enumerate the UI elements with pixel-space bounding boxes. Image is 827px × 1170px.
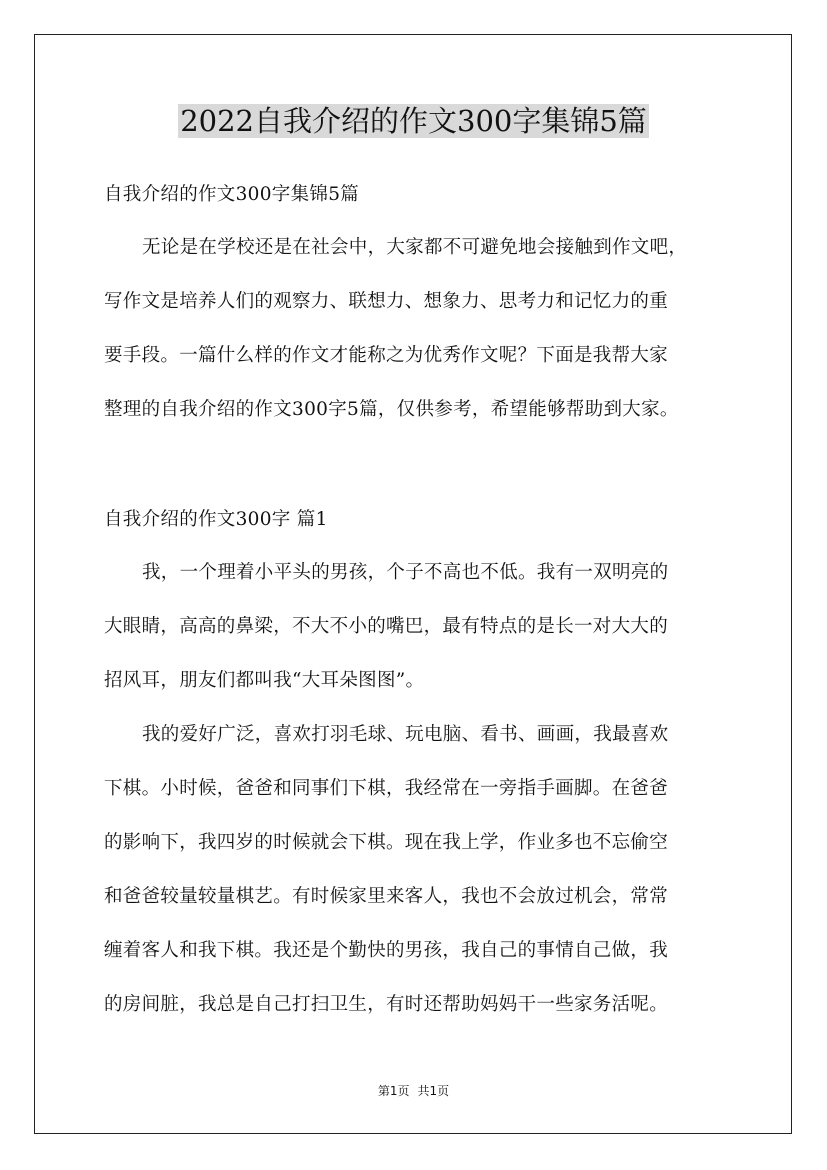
intro-line: 要手段。一篇什么样的作文才能称之为优秀作文呢？下面是我帮大家 <box>104 345 669 366</box>
paragraph2-line: 缠着客人和我下棋。我还是个勤快的男孩，我自己的事情自己做，我 <box>104 940 669 961</box>
paragraph2-line: 的影响下，我四岁的时候就会下棋。现在我上学，作业多也不忘偷空 <box>104 832 669 853</box>
page-number: 第1页 <box>377 1084 410 1098</box>
paragraph2-line: 和爸爸较量较量棋艺。有时候家里来客人，我也不会放过机会，常常 <box>104 886 669 907</box>
paragraph1-line: 招风耳，朋友们都叫我“大耳朵图图”。 <box>104 670 425 691</box>
document-subtitle: 自我介绍的作文300字集锦5篇 <box>104 184 360 205</box>
section-heading: 自我介绍的作文300字 篇1 <box>104 509 328 530</box>
paragraph1-line: 我，一个理着小平头的男孩，个子不高也不低。我有一双明亮的 <box>142 562 669 583</box>
title-highlight: 2022自我介绍的作文300字集锦5篇 <box>180 104 647 138</box>
paragraph2-line: 我的爱好广泛，喜欢打羽毛球、玩电脑、看书、画画，我最喜欢 <box>142 724 669 745</box>
intro-line: 写作文是培养人们的观察力、联想力、想象力、思考力和记忆力的重 <box>104 291 669 312</box>
paragraph2-line: 下棋。小时候，爸爸和同事们下棋，我经常在一旁指手画脚。在爸爸 <box>104 778 669 799</box>
page-total: 共1页 <box>417 1084 450 1098</box>
paragraph2-line: 的房间脏，我总是自己打扫卫生，有时还帮助妈妈干一些家务活呢。 <box>104 994 669 1015</box>
page-footer <box>0 1083 827 1099</box>
document-title <box>0 99 827 143</box>
paragraph1-line: 大眼睛，高高的鼻梁，不大不小的嘴巴，最有特点的是长一对大大的 <box>104 616 669 637</box>
intro-line: 整理的自我介绍的作文300字5篇，仅供参考，希望能够帮助到大家。 <box>104 399 679 420</box>
intro-line: 无论是在学校还是在社会中，大家都不可避免地会接触到作文吧， <box>142 237 688 258</box>
